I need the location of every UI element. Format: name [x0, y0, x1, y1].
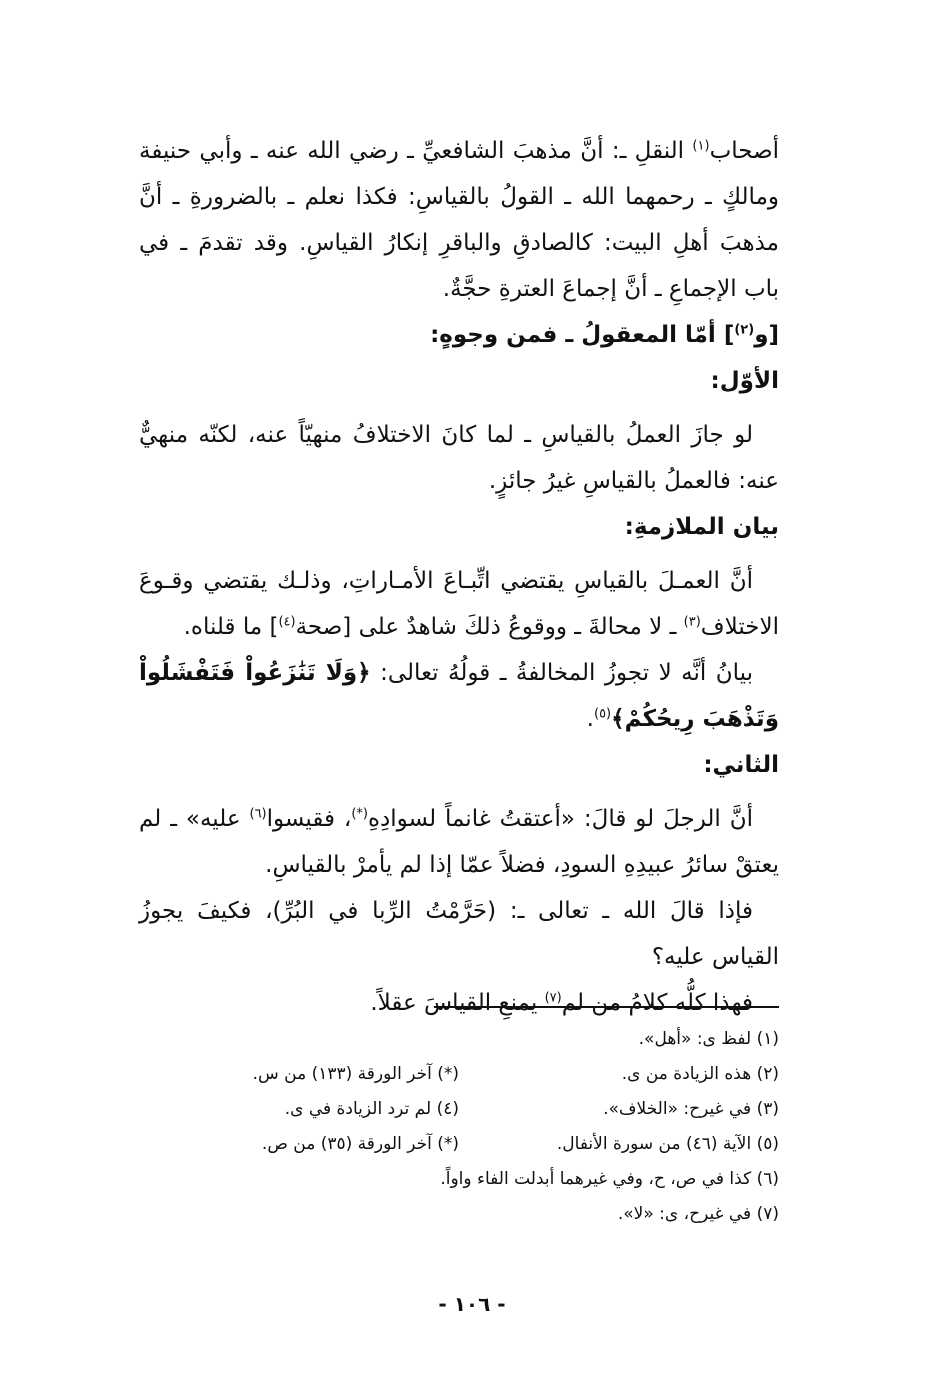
text: [و — [754, 322, 779, 348]
footnote-ref-star: (*) — [351, 806, 368, 822]
footnote-ref-3: (٣) — [683, 614, 701, 630]
main-text — [139, 128, 779, 1026]
paragraph-ashab — [139, 128, 779, 312]
paragraph-fa-idha: فإذا قالَ الله ـ تعالى ـ: (حَرَّمْتُ الرِّبا في البُرِّ)، فكيفَ يجوزُ القياس عليه؟ — [139, 898, 779, 970]
spacer — [139, 550, 779, 558]
text: أنَّ الرجلَ لو قالَ: «أعتقتُ غانماً لسوادِهِ — [367, 806, 753, 832]
footnotes — [139, 1024, 779, 1234]
text: ، فقيسوا — [266, 806, 352, 832]
footnote-row — [139, 1129, 779, 1160]
page-number: - ١٠٦ - — [438, 1292, 506, 1316]
footnote-ref-2: (٢) — [734, 322, 755, 338]
footnote-ref-1: (١) — [692, 138, 710, 154]
spacer — [139, 404, 779, 412]
text: ] أمّا المعقولُ ـ فمن وجوهٍ: — [430, 322, 735, 348]
footnote-2: (٢) هذه الزيادة من ى. — [621, 1064, 779, 1084]
footnote-row — [139, 1024, 779, 1055]
footnote-star-2: (*) آخر الورقة (٣٥) من ص. — [261, 1134, 459, 1154]
footnote-6: (٦) كذا في ص، ح، وفي غيرهما أبدلت الفاء واواً. — [440, 1169, 779, 1189]
footnote-ref-5: (٥) — [593, 706, 612, 722]
footnote-1: (١) لفظ ى: «أهل». — [638, 1029, 779, 1049]
text: أنَّ العمـلَ بالقياسِ يقتضي اتِّبـاعَ الأمـاراتِ، وذلـك يقتضي وقـوعَ الاختلاف — [139, 568, 779, 640]
heading-first: الأوّل: — [710, 368, 779, 394]
footnote-3: (٣) في غيرح: «الخلاف». — [603, 1099, 779, 1119]
footnote-ref-4: (٤) — [278, 614, 296, 630]
text: يمنعِ القياسَ عقلاً. — [370, 990, 545, 1016]
footnote-ref-6: (٦) — [249, 806, 267, 822]
paragraph-amal-bil-qiyas — [139, 558, 779, 650]
footnote-row — [139, 1199, 779, 1230]
quran-verse: ﴿وَلَا تَنَٰزَعُواْ فَتَفْشَلُواْ وَتَذْهَبَ رِيحُكُمْ﴾ — [139, 660, 779, 732]
footnote-7: (٧) في غيرح، ى: «لا». — [617, 1204, 779, 1224]
footnote-ref-7: (٧) — [544, 990, 562, 1006]
text: ـ لا محالةَ ـ ووقوعُ ذلكَ شاهدٌ على [صحة — [295, 614, 684, 640]
footnote-row — [139, 1059, 779, 1090]
heading-bayan-mulazama: بيان الملازمةِ: — [624, 514, 779, 540]
spacer — [139, 788, 779, 796]
footnote-star-1: (*) آخر الورقة (١٣٣) من س. — [252, 1064, 459, 1084]
paragraph-law-jaza: لو جازَ العملُ بالقياسِ ـ لما كانَ الاختلافُ منهيّاً عنه، لكنّه منهيٌّ عنه: فالعملُ بالقياسِ غيرُ جائزٍ. — [139, 422, 779, 494]
text: . — [586, 706, 594, 732]
footnote-5: (٥) الآية (٤٦) من سورة الأنفال. — [556, 1134, 779, 1154]
paragraph-bayan-mukhalafa — [139, 650, 779, 742]
text: فهذا كلُّه كلامُ من لم — [561, 990, 753, 1016]
paragraph-maqul — [139, 312, 779, 358]
text: بيانُ أنَّه لا تجوزُ المخالفةُ ـ قولُهُ تعالى: — [370, 660, 753, 686]
text: ] ما قلناه. — [183, 614, 279, 640]
paragraph-hadha-kulluh — [139, 980, 779, 1026]
footnote-row — [139, 1094, 779, 1125]
footnote-4: (٤) لم ترد الزيادة في ى. — [284, 1099, 459, 1119]
text: عليه» ـ لم يعتقْ سائرُ عبيدِهِ السودِ، فضلاً عمّا إذا لم يأمرْ بالقياسِ. — [139, 806, 779, 878]
paragraph-rajul — [139, 796, 779, 888]
text: أصحاب — [709, 138, 779, 164]
footnote-row — [139, 1164, 779, 1195]
footnote-divider — [434, 1006, 779, 1008]
heading-second: الثاني: — [703, 752, 779, 778]
text: النقلِ ـ: أنَّ مذهبَ الشافعيِّ ـ رضي الله عنه ـ وأبي حنيفة ومالكٍ ـ رحمهما الله ـ القولُ بالقياسِ: فكذا نعلم ـ بالضرورةِ ـ أنَّ مذهبَ أهلِ البيت: كالصادقِ والباقرِ إنكارُ القياسِ. وقد تقدمَ ـ في باب الإجماعِ ـ أنَّ إجماعَ العترةِ حجَّةٌ. — [139, 138, 779, 302]
